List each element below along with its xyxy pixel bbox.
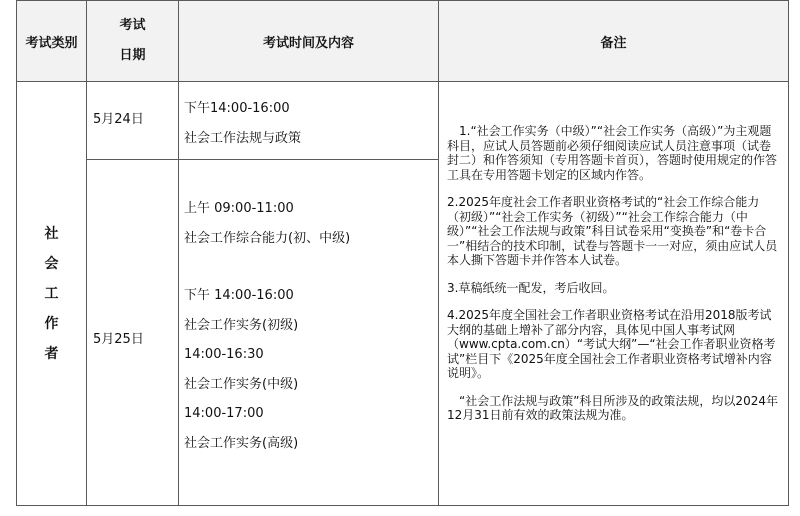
header-time-content: 考试时间及内容: [179, 1, 439, 82]
category-char: 者: [44, 345, 59, 362]
header-notes: 备注: [439, 1, 789, 82]
category-char: 工: [44, 285, 59, 302]
date-may25: 5月25日: [87, 160, 179, 506]
category-cell: [17, 82, 87, 506]
header-date: [87, 1, 179, 82]
note-1: 1.“社会工作实务（中级）”“社会工作实务（高级）”为主观题科目，应试人员答题前必须仔细阅读应试人员注意事项（试卷封二）和作答须知（专用答题卡首页），答题时使用规定的作答工具在专用答题卡划定的区域内作答。: [447, 124, 778, 182]
header-row: [17, 1, 789, 82]
note-3: 3.草稿纸统一配发，考后收回。: [447, 280, 615, 295]
category-char: 会: [44, 255, 59, 272]
category-char: 社: [44, 225, 59, 242]
note-2: 2.2025年度社会工作者职业资格考试的“社会工作综合能力（初级）”“社会工作实务（初级）”“社会工作综合能力（中级）”“社会工作法规与政策”科目试卷采用“变换卷”和“卷卡合一”相结合的技术印制，试卷与答题卡一一对应，须由应试人员本人撕下答题卡并作答本人试卷。: [447, 195, 778, 267]
header-category: 考试类别: [17, 1, 87, 82]
times-may25: [179, 160, 439, 506]
time-slot: 上午 09:00-11:00: [184, 201, 294, 216]
note-5: “社会工作法规与政策”科目所涉及的政策法规，均以2024年12月31日前有效的政策法规为准。: [447, 393, 778, 422]
note-4: 4.2025年度全国社会工作者职业资格考试在沿用2018版考试大纲的基础上增补了部分内容，具体见中国人事考试网（www.cpta.com.cn）“考试大纲”—“社会工作者职业资格考试”栏目下《2025年度全国社会工作者职业资格考试增补内容说明》。: [447, 308, 776, 380]
time-slot: 下午14:00-16:00: [184, 101, 290, 116]
subject: 社会工作实务(初级): [184, 317, 299, 333]
subject: 社会工作实务(高级): [184, 435, 299, 451]
time-slot: 下午 14:00-16:00: [184, 288, 294, 303]
header-date-line1: 考试: [119, 18, 146, 33]
date-may24: 5月24日: [87, 82, 179, 160]
row-may24: [17, 82, 789, 160]
header-date-line2: 日期: [119, 48, 146, 63]
subject: 社会工作实务(中级): [184, 376, 299, 392]
category-char: 作: [44, 315, 59, 332]
notes-cell: [439, 82, 789, 506]
exam-schedule-table: [16, 0, 789, 506]
subject: 社会工作法规与政策: [184, 130, 302, 146]
subject: 社会工作综合能力(初、中级): [184, 230, 351, 246]
time-slot: 14:00-16:30: [184, 347, 264, 362]
time-slot: 14:00-17:00: [184, 406, 264, 421]
times-may24: [179, 82, 439, 160]
